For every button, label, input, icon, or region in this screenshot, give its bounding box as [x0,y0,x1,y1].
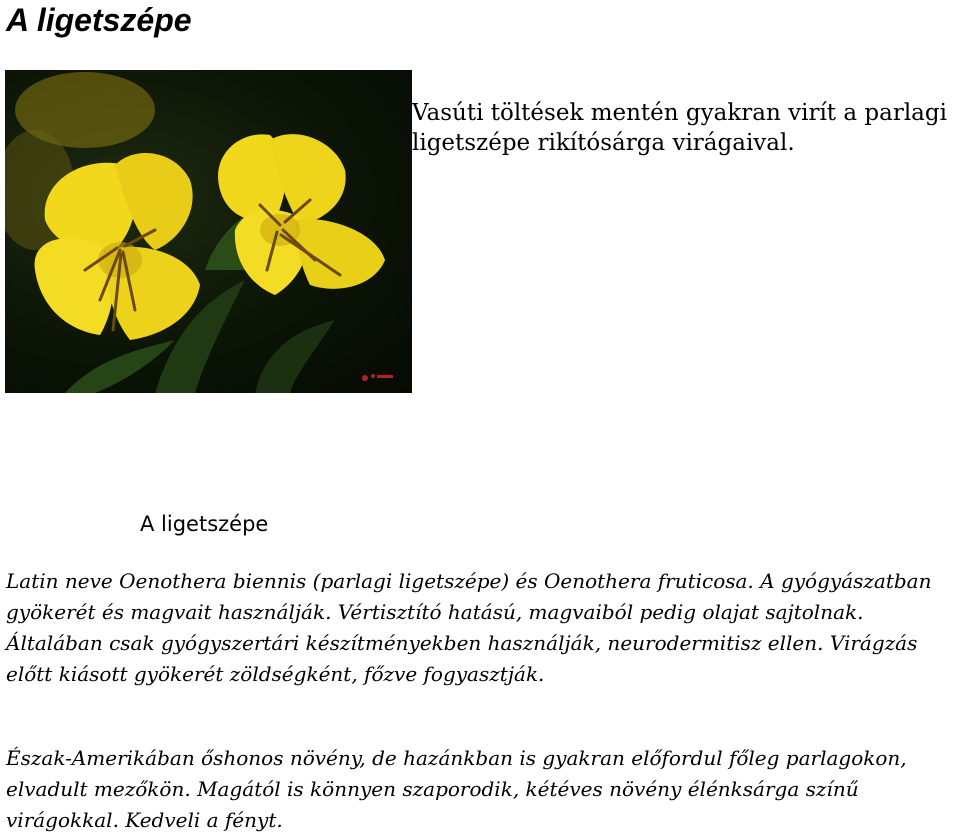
habitat-paragraph: Észak-Amerikában őshonos növény, de hazánkban is gyakran előfordul főleg parlagokon, elvadult mezőkön. Magától is könnyen szaporodik, kétéves növény élénksárga színű virágokkal. Kedveli a fényt. [6,746,907,832]
description-paragraph: Latin neve Oenothera biennis (parlagi ligetszépe) és Oenothera fruticosa. A gyógyászatban gyökerét és magvait használják. Vértisztító hatású, magvaiból pedig olajat sajtolnak. Általában csak gyógyszertári készítményekben használják, neurodermitisz ellen. Virágzás előtt kiásott gyökerét zöldségként, főzve fogyasztják. [6,569,932,686]
image-caption: A ligetszépe [140,512,269,536]
flower-photo [5,70,412,393]
intro-text: Vasúti töltések mentén gyakran virít a parlagi ligetszépe rikítósárga virágaival. [412,100,947,156]
page-title: A ligetszépe [6,2,192,38]
evening-primrose-image [5,70,412,393]
